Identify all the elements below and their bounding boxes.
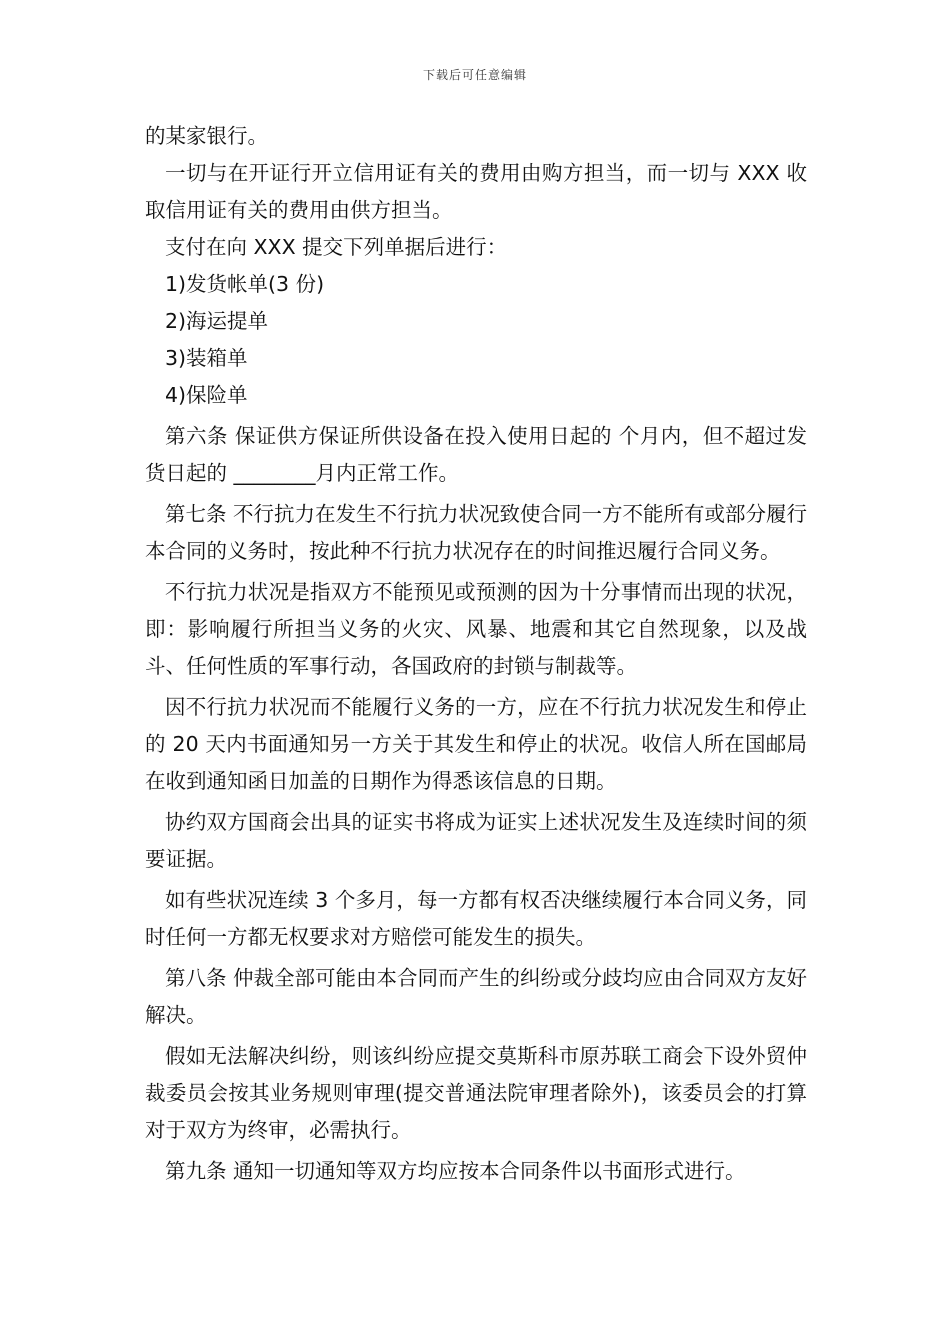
paragraph: 因不行抗力状况而不能履行义务的一方，应在不行抗力状况发生和停止的 20 天内书面通知另一方关于其发生和停止的状况。收信人所在国邮局在收到通知函日加盖的日期作为得悉该信息的日期。 <box>145 695 807 793</box>
paragraph: 第六条 保证供方保证所供设备在投入使用日起的 个月内，但不超过发货日起的 ________月内正常工作。 <box>145 424 807 485</box>
paragraph: 的某家银行。 <box>145 124 268 148</box>
paragraph: 一切与在开证行开立信用证有关的费用由购方担当，而一切与 XXX 收取信用证有关的费用由供方担当。 <box>145 161 807 222</box>
paragraph: 不行抗力状况是指双方不能预见或预测的因为十分事情而出现的状况，即：影响履行所担当义务的火灾、风暴、地震和其它自然现象，以及战斗、任何性质的军事行动，各国政府的封锁与制裁等。 <box>145 580 807 678</box>
paragraph: 如有些状况连续 3 个多月，每一方都有权否决继续履行本合同义务，同时任何一方都无权要求对方赔偿可能发生的损失。 <box>145 888 807 949</box>
list-item: 1)发货帐单(3 份) <box>165 272 325 296</box>
paragraph: 第八条 仲裁全部可能由本合同而产生的纠纷或分歧均应由合同双方友好解决。 <box>145 966 808 1027</box>
list-item: 4)保险单 <box>165 383 248 407</box>
list-item: 2)海运提单 <box>165 309 269 333</box>
document-body <box>145 118 807 1190</box>
list-item: 3)装箱单 <box>165 346 248 370</box>
paragraph: 第七条 不行抗力在发生不行抗力状况致使合同一方不能所有或部分履行本合同的义务时，按此种不行抗力状况存在的时间推迟履行合同义务。 <box>145 502 808 563</box>
page-header: 下载后可任意编辑 <box>422 68 527 82</box>
paragraph: 假如无法解决纠纷，则该纠纷应提交莫斯科市原苏联工商会下设外贸仲裁委员会按其业务规则审理(提交普通法院审理者除外)，该委员会的打算对于双方为终审，必需执行。 <box>145 1044 807 1142</box>
paragraph: 协约双方国商会出具的证实书将成为证实上述状况发生及连续时间的须要证据。 <box>145 810 807 871</box>
paragraph: 第九条 通知一切通知等双方均应按本合同条件以书面形式进行。 <box>165 1159 746 1183</box>
paragraph: 支付在向 XXX 提交下列单据后进行： <box>165 235 508 259</box>
